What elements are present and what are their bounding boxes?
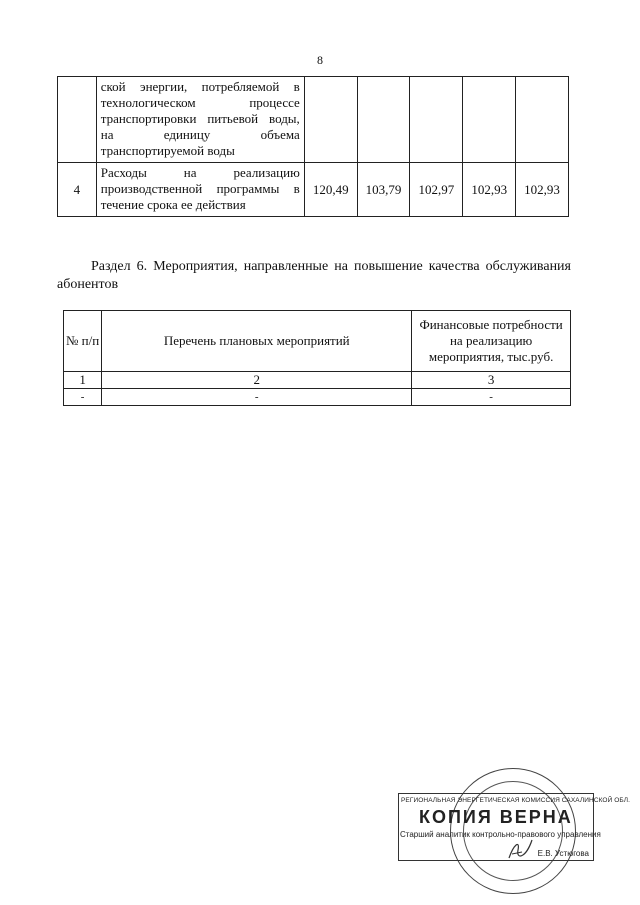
row-value: 120,49 (304, 163, 357, 217)
row-value: 103,79 (357, 163, 410, 217)
section-6-heading: Раздел 6. Мероприятия, направленные на повышение качества обслуживания абонентов (57, 259, 571, 292)
column-number: 1 (64, 372, 102, 389)
signature (506, 836, 536, 862)
row-description: Расходы на реализацию производственной программы в течение срока ее действия (96, 163, 304, 217)
row-description: ской энергии, потребляемой в технологическом процессе транспортировки питьевой воды, на единицу объема транспортируемой воды (96, 77, 304, 163)
table-cell: - (102, 389, 412, 406)
table-row (58, 163, 569, 217)
row-number: 4 (58, 163, 97, 217)
column-header-measures: Перечень плановых мероприятий (102, 311, 412, 372)
stamp-copy-label: КОПИЯ ВЕРНА (419, 807, 573, 827)
column-header-number: № п/п (64, 311, 102, 372)
row-value: 102,97 (410, 163, 463, 217)
page-number: 8 (317, 53, 323, 67)
table-cell: - (412, 389, 571, 406)
row-value: 102,93 (463, 163, 516, 217)
certification-stamp (398, 793, 631, 861)
stamp-organization: РЕГИОНАЛЬНАЯ ЭНЕРГЕТИЧЕСКАЯ КОМИССИЯ САХАЛИНСКОЙ ОБЛ. (401, 797, 631, 804)
column-number: 3 (412, 372, 571, 389)
row-number (58, 77, 97, 163)
row-value (357, 77, 410, 163)
row-value (410, 77, 463, 163)
column-number: 2 (102, 372, 412, 389)
table-cell: - (64, 389, 102, 406)
table-header-row (64, 311, 571, 372)
measures-table (63, 310, 571, 406)
stamp-role: Старший аналитик контрольно-правового управления (400, 830, 601, 839)
indicators-table (57, 76, 569, 217)
row-value (463, 77, 516, 163)
column-numbers-row (64, 372, 571, 389)
table-row (58, 77, 569, 163)
stamp-name: Е.В. Устюгова (537, 849, 589, 858)
row-value: 102,93 (516, 163, 569, 217)
table-row (64, 389, 571, 406)
row-value (304, 77, 357, 163)
column-header-financing: Финансовые потребности на реализацию мероприятия, тыс.руб. (412, 311, 571, 372)
row-value (516, 77, 569, 163)
